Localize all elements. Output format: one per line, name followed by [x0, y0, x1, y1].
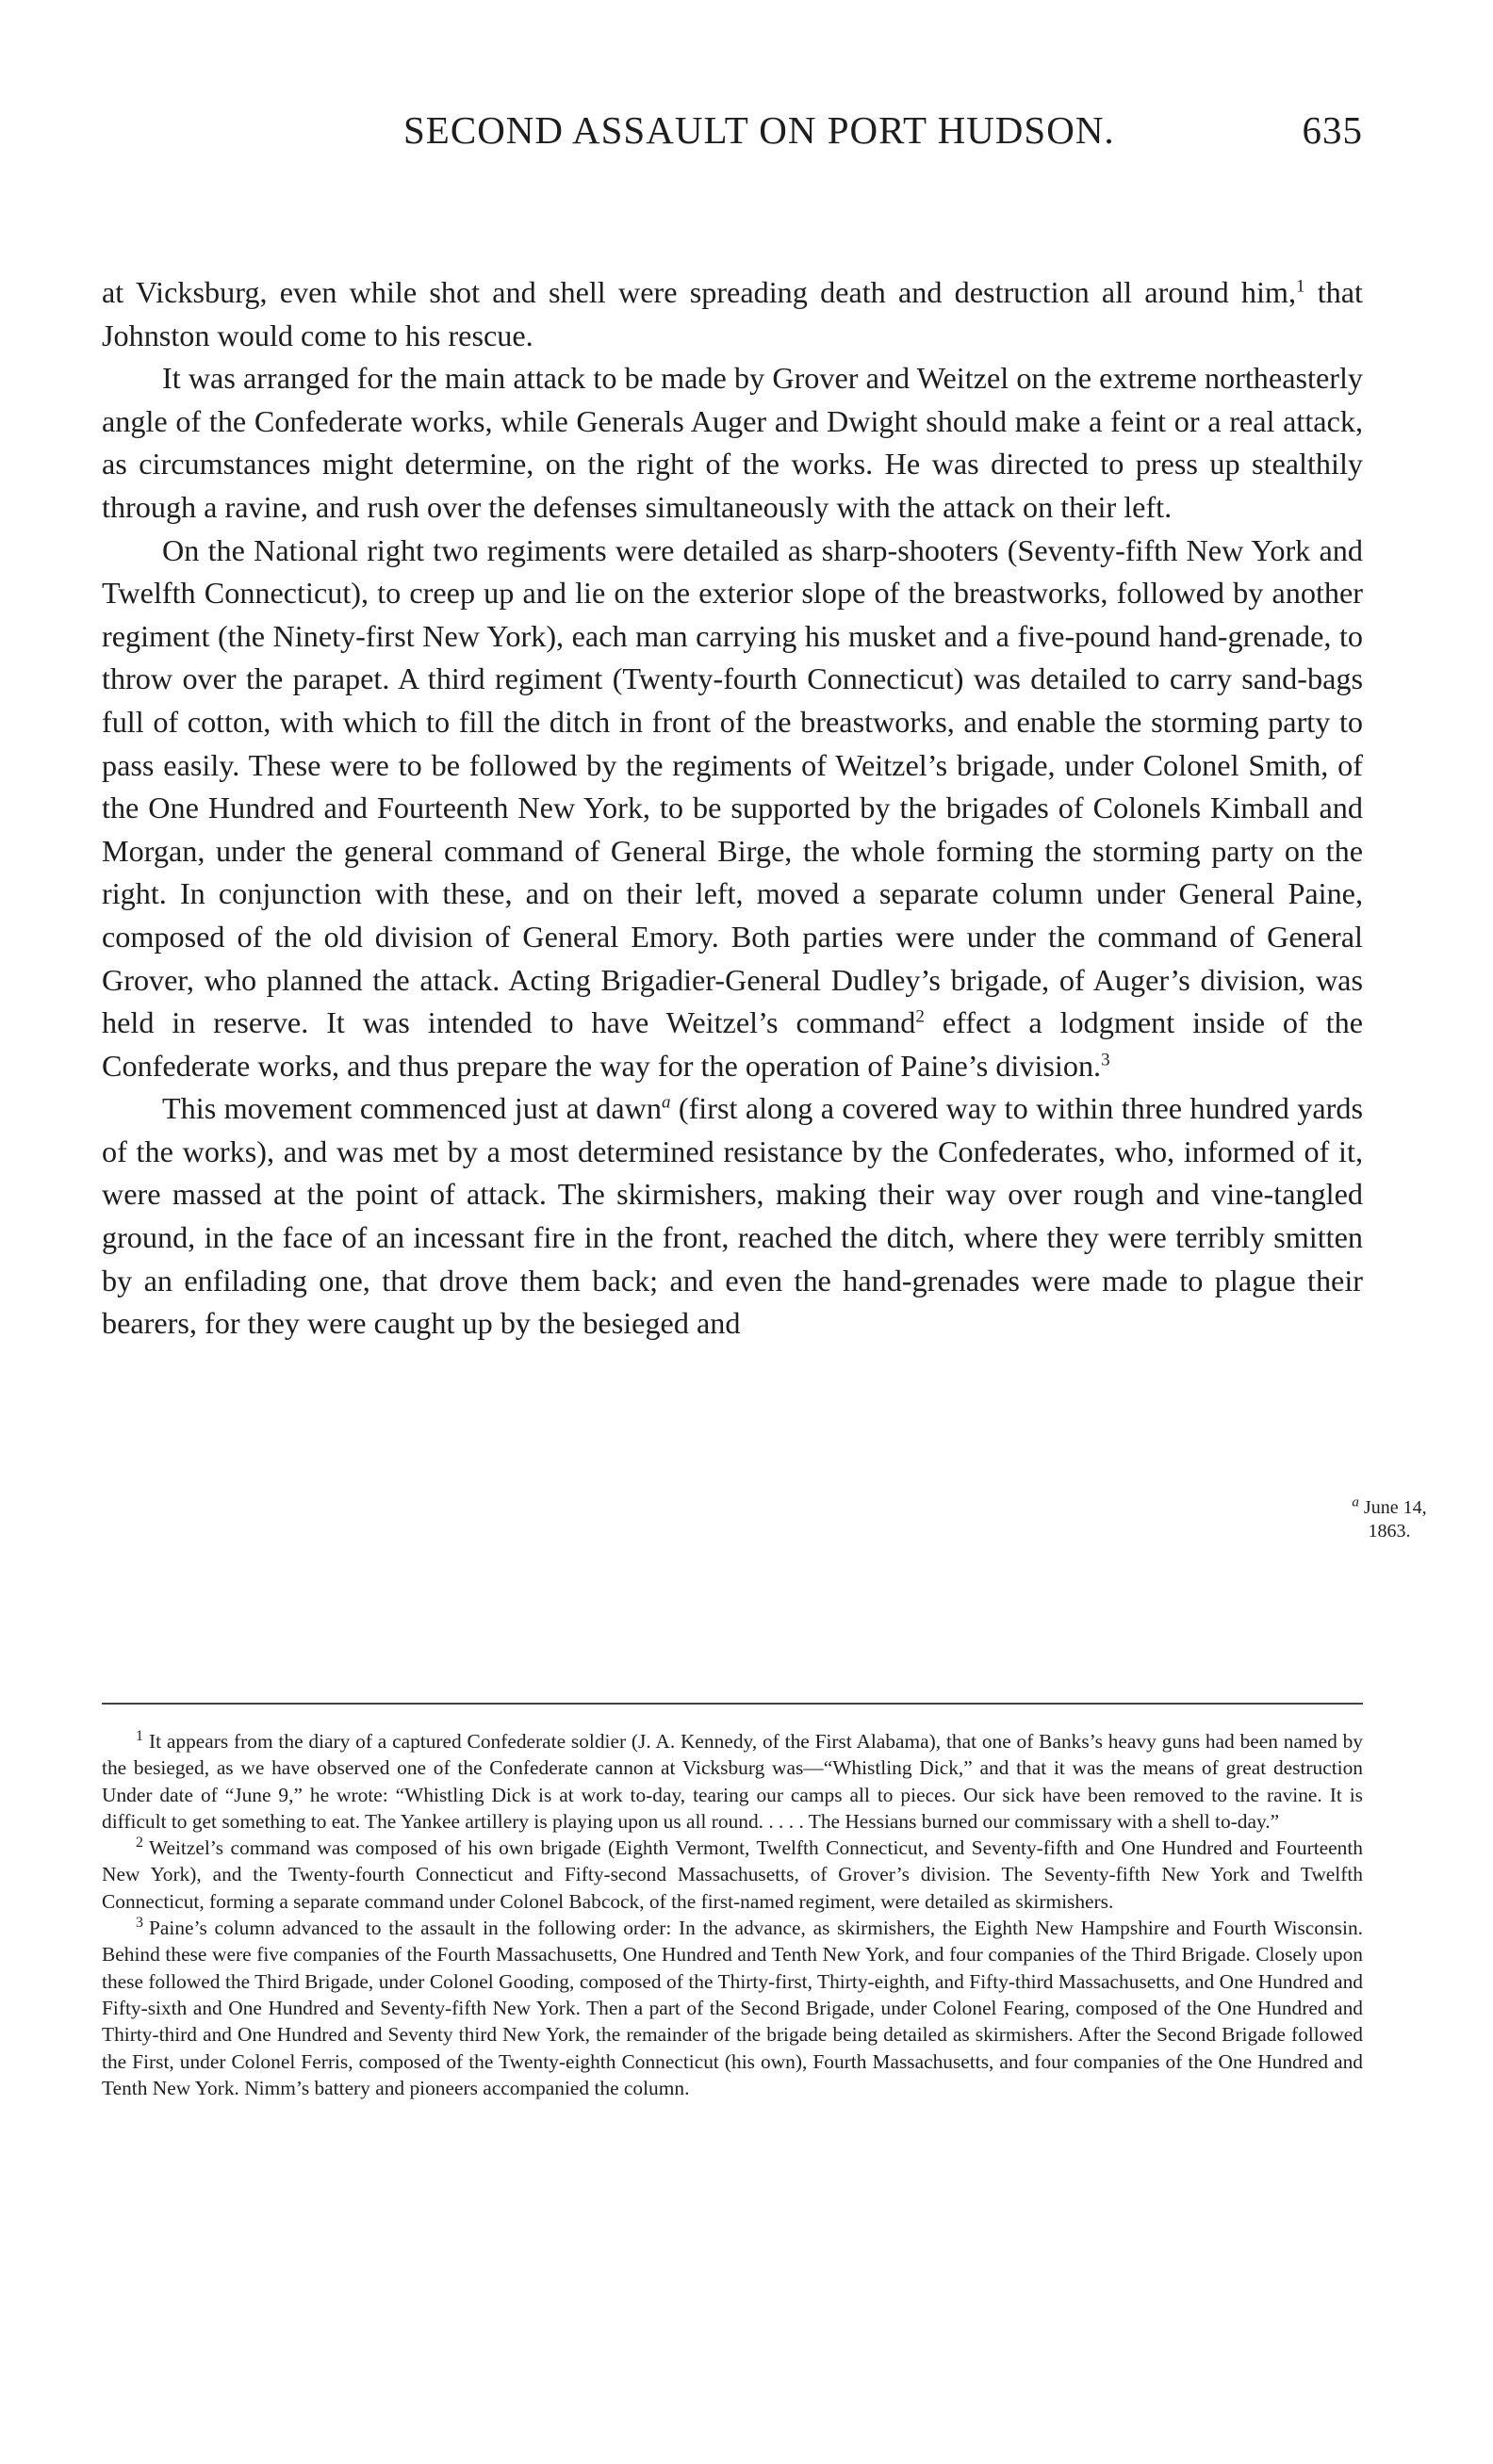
footnote-text: Weitzel’s command was composed of his own brigade (Eighth Vermont, Twelfth Connecticut, and Seventy-fifth and One Hundred and Fourteenth New York), and the Twenty-fourth Connecticut and Fifty-second Massachusetts, of Grover’s division. The Seventy-fifth New York and Twelfth Connecticut, forming a separate command under Colonel Babcock, of the first-named regiment, were detailed as skirmishers. [102, 1836, 1363, 1913]
footnote-mark: 2 [136, 1835, 143, 1852]
paragraph-text: effect a lodgment inside of the Confederate works, and thus prepare the way for the operation of Paine’s division. [102, 1005, 1363, 1083]
page-number: 635 [1302, 108, 1363, 152]
footnote-mark: 3 [136, 1914, 143, 1931]
margin-note-mark: a [1352, 1494, 1359, 1510]
footnotes [102, 1728, 1363, 2101]
paragraph-text: at Vicksburg, even while shot and shell were spreading death and destruction all around him, [102, 275, 1297, 309]
footnote-reference: 1 [1296, 276, 1305, 297]
running-title: SECOND ASSAULT ON PORT HUDSON. [403, 108, 1115, 152]
footnote-text: It appears from the diary of a captured Confederate soldier (J. A. Kennedy, of the First Alabama), that one of Banks’s heavy guns had been named by the besieged, as we have observed one of the Confederate cannon at Vicksburg was—“Whistling Dick,” and that it was the means of great destruction Under date of “June 9,” he wrote: “Whistling Dick is at work to-day, tearing our camps all to pieces. Our sick have been removed to the ravine. It is difficult to get something to eat. The Yankee artillery is playing upon us all round. . . . . The Hessians burned our commissary with a shell to-day.” [102, 1730, 1363, 1833]
footnote [102, 1915, 1363, 2101]
footnote-divider [102, 1703, 1363, 1705]
paragraph-text: (first along a covered way to within three hundred yards of the works), and was met by a most determined resistance by the Confederates, who, informed of it, were massed at the point of attack. The skirmishers, making their way over rough and vine-tangled ground, in the face of an incessant fire in the front, reached the ditch, where they were terribly smitten by an enfilading one, that drove them back; and even the hand-grenades were made to plague their bearers, for they were caught up by the besieged and [102, 1091, 1364, 1341]
body-paragraph [102, 1087, 1363, 1346]
paragraph-text: This movement commenced just at dawn [162, 1091, 662, 1126]
footnote-text: Paine’s column advanced to the assault in the following order: In the advance, as skirmishers, the Eighth New Hampshire and Fourth Wisconsin. Behind these were five companies of the Fourth Massachusetts, One Hundred and Tenth New York, and four companies of the Third Brigade. Closely upon these followed the Third Brigade, under Colonel Gooding, composed of the Thirty-first, Thirty-eighth, and Fifty-third Massachusetts, and One Hundred and Fifty-sixth and One Hundred and Seventy-fifth New York. Then a part of the Second Brigade, under Colonel Fearing, composed of the One Hundred and Thirty-third and One Hundred and Seventy third New York, the remainder of the brigade being detailed as skirmishers. After the Second Brigade followed the First, under Colonel Ferris, composed of the Twenty-eighth Connecticut (his own), Fourth Massachusetts, and four companies of the One Hundred and Tenth New York. Nimm’s battery and pioneers accompanied the column. [102, 1917, 1363, 2099]
footnote [102, 1728, 1363, 1835]
body-paragraph [102, 530, 1363, 1088]
paragraph-text: that Johnston would come to his rescue. [102, 275, 1363, 352]
body-paragraph [102, 357, 1363, 529]
footnote-reference: a [661, 1092, 671, 1113]
margin-note-line-1: June 14, [1363, 1497, 1427, 1518]
body-paragraph [102, 271, 1363, 357]
paragraph-text: On the National right two regiments were detailed as sharp-shooters (Seventy-fifth New York and Twelfth Connecticut), to creep up and lie on the exterior slope of the breastworks, followed by another regiment (the Ninety-first New York), each man carrying his musket and a five-pound hand-grenade, to throw over the parapet. A third regiment (Twenty-fourth Connecticut) was detailed to carry sand-bags full of cotton, with which to fill the ditch in front of the breastworks, and enable the storming party to pass easily. These were to be followed by the regiments of Weitzel’s brigade, under Colonel Smith, of the One Hundred and Fourteenth New York, to be supported by the brigades of Colonels Kimball and Morgan, under the general command of General Birge, the whole forming the storming party on the right. In conjunction with these, and on their left, moved a separate column under General Paine, composed of the old division of General Emory. Both parties were under the command of General Grover, who planned the attack. Acting Brigadier-General Dudley’s brigade, of Auger’s division, was held in reserve. It was intended to have Weitzel’s command [102, 532, 1363, 1040]
running-head [102, 94, 1363, 160]
footnote-mark: 1 [136, 1727, 143, 1744]
body-text [102, 271, 1363, 1346]
paragraph-text: It was arranged for the main attack to be made by Grover and Weitzel on the extreme northeasterly angle of the Confederate works, while Generals Auger and Dwight should make a feint or a real attack, as circumstances might determine, on the right of the works. He was directed to press up stealthily through a ravine, and rush over the defenses simultaneously with the attack on their left. [102, 361, 1363, 524]
margin-note-line-2: 1863. [1368, 1521, 1411, 1542]
margin-date-note [1323, 1496, 1455, 1543]
book-page [102, 94, 1427, 2099]
footnote-reference: 3 [1101, 1049, 1110, 1069]
footnote-reference: 2 [915, 1006, 925, 1027]
footnote [102, 1835, 1363, 1915]
